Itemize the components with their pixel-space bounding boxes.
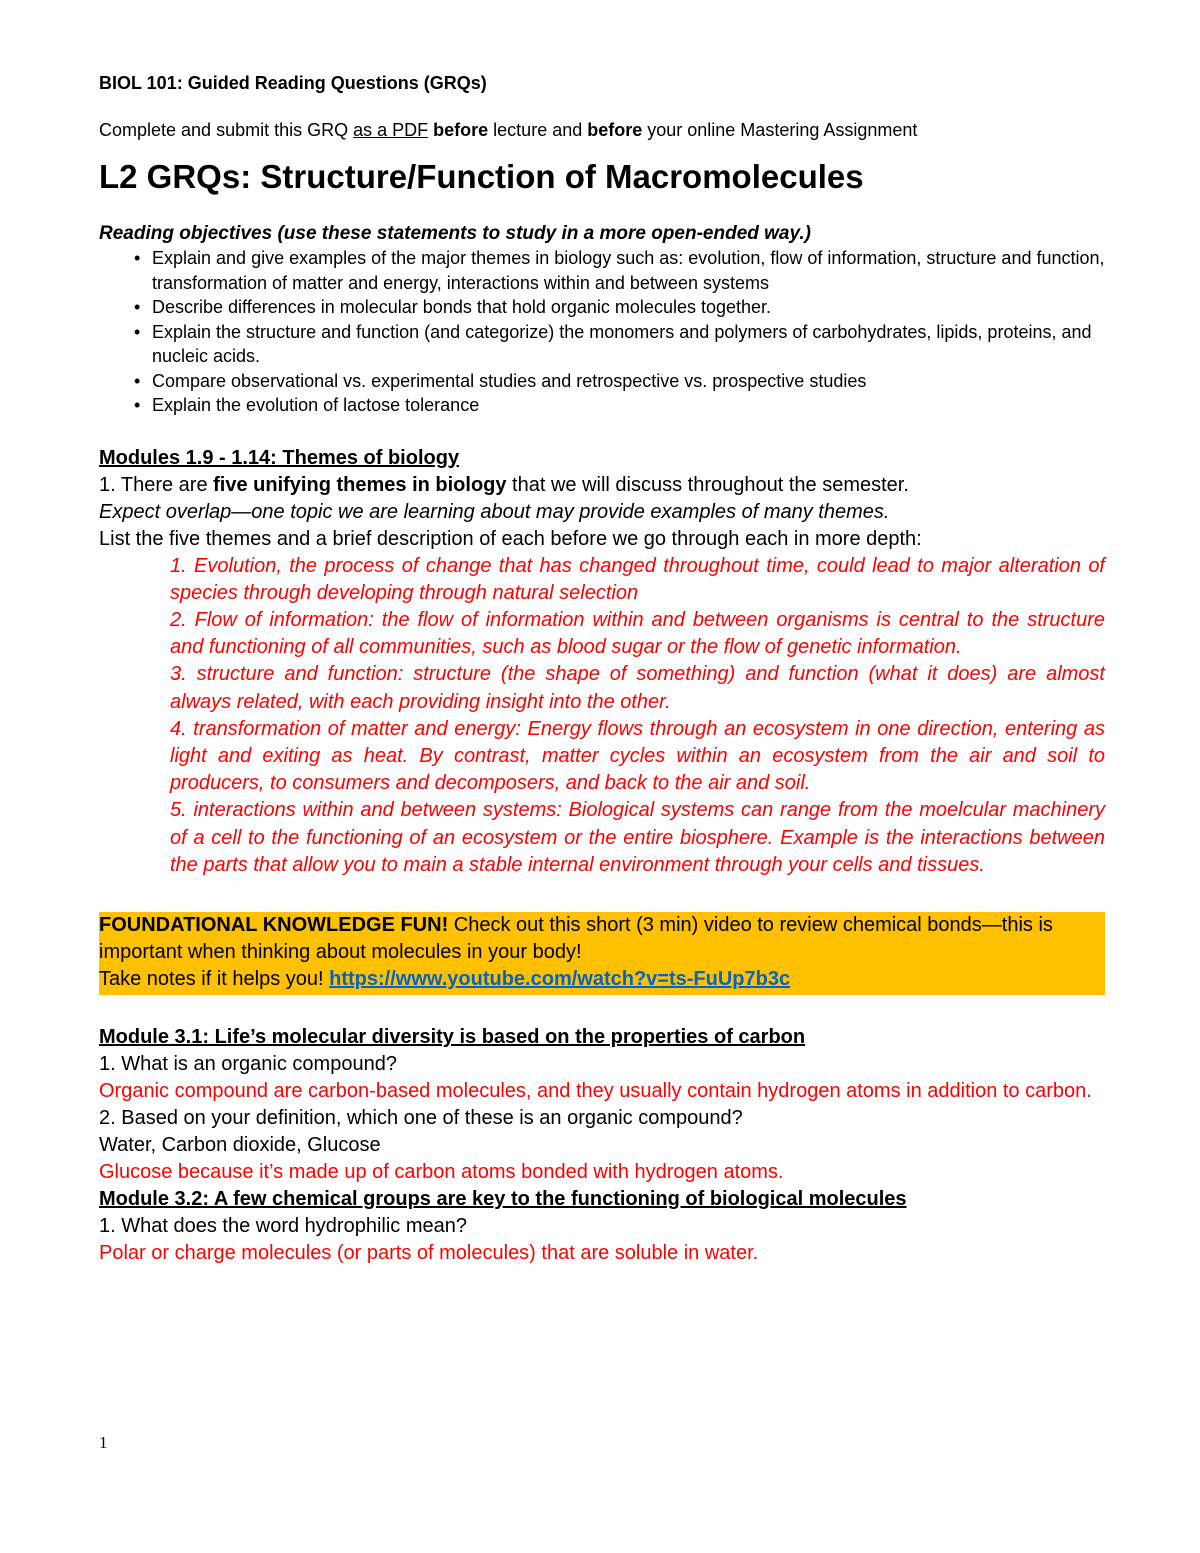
callout-notes xyxy=(99,966,1105,993)
module-3-1-question-1: 1. What is an organic compound? xyxy=(99,1052,397,1075)
instr-before-1: before xyxy=(433,120,489,140)
instr-part4: your online Mastering Assignment xyxy=(642,120,918,140)
page-title: L2 GRQs: Structure/Function of Macromolecules xyxy=(99,158,864,195)
callout-notes-text: Take notes if it helps you! xyxy=(99,967,330,990)
callout-text xyxy=(99,912,1105,966)
youtube-link[interactable]: https://www.youtube.com/watch?v=ts-FuUp7b3c xyxy=(329,967,791,990)
instr-part1: Complete and submit this GRQ xyxy=(99,120,354,140)
module-3-2-heading: Module 3.2: A few chemical groups are key to the functioning of biological molecules xyxy=(99,1187,907,1210)
theme-answer: 4. transformation of matter and energy: Energy flows through an ecosystem in one direction, entering as light and exiting as heat. By contrast, matter cycles within an ecosystem from the air and soil to producers, to consumers and decomposers, and back to the air and soil. xyxy=(170,717,1105,795)
document-page xyxy=(99,68,1105,1267)
module-3-1-options: Water, Carbon dioxide, Glucose xyxy=(99,1133,381,1156)
objective-item: • Explain and give examples of the major themes in biology such as: evolution, flow of information, structure and function, transformation of matter and energy, interactions within and between systems xyxy=(152,246,1105,295)
module-3-2-question-1: 1. What does the word hydrophilic mean? xyxy=(99,1214,467,1237)
module-1-note: Expect overlap—one topic we are learning about may provide examples of many themes. xyxy=(99,500,890,523)
course-header: BIOL 101: Guided Reading Questions (GRQs) xyxy=(99,73,487,93)
module-1-heading: Modules 1.9 - 1.14: Themes of biology xyxy=(99,446,460,469)
module-3-1-heading: Module 3.1: Life’s molecular diversity is based on the properties of carbon xyxy=(99,1025,806,1048)
module-3-1-answer-2: Glucose because it’s made up of carbon atoms bonded with hydrogen atoms. xyxy=(99,1160,784,1183)
submission-instructions xyxy=(99,118,1105,142)
foundational-knowledge-callout xyxy=(99,912,1105,995)
module-3-1-answer-1: Organic compound are carbon-based molecules, and they usually contain hydrogen atoms in addition to carbon. xyxy=(99,1079,1092,1102)
module-1-question-1 xyxy=(99,472,1105,499)
callout-body: Check out this short (3 min) video to review chemical bonds—this is important when thinking about molecules in your body! xyxy=(99,913,1053,963)
page-number: 1 xyxy=(99,1433,108,1452)
objective-item: • Explain the structure and function (and categorize) the monomers and polymers of carbohydrates, lipids, proteins, and nucleic acids. xyxy=(152,320,1105,369)
theme-answer: 5. interactions within and between systems: Biological systems can range from the moelcular machinery of a cell to the functioning of an ecosystem or the entire biosphere. Example is the interactions between the parts that allow you to main a stable internal environment through your cells and tissues. xyxy=(170,799,1105,876)
theme-answer: 2. Flow of information: the flow of information within and between organisms is central to the structure and functioning of all communities, such as blood sugar or the flow of genetic information. xyxy=(170,608,1105,659)
theme-answer: 3. structure and function: structure (the shape of something) and function (what it does) are almost always related, with each providing insight into the other. xyxy=(170,663,1105,713)
objectives-heading: Reading objectives (use these statements to study in a more open-ended way.) xyxy=(99,223,811,244)
instr-before-2: before xyxy=(587,120,643,140)
objectives-list xyxy=(99,246,1105,418)
module-3-2-answer-1: Polar or charge molecules (or parts of molecules) that are soluble in water. xyxy=(99,1241,759,1264)
module-3-1-question-2: 2. Based on your definition, which one of these is an organic compound? xyxy=(99,1106,743,1129)
objective-item: • Compare observational vs. experimental studies and retrospective vs. prospective studies xyxy=(152,369,1105,394)
objective-item: • Explain the evolution of lactose tolerance xyxy=(152,393,1105,418)
q1-post: that we will discuss throughout the semester. xyxy=(506,473,909,496)
q1-pre: 1. There are xyxy=(99,473,214,496)
q1-bold: five unifying themes in biology xyxy=(213,473,507,496)
module-1-instruction: List the five themes and a brief description of each before we go through each in more depth: xyxy=(99,527,922,550)
instr-pdf: as a PDF xyxy=(353,120,429,140)
instr-part3: lecture and xyxy=(488,120,588,140)
theme-answer: 1. Evolution, the process of change that has changed throughout time, could lead to major alteration of species through developing through natural selection xyxy=(170,554,1105,604)
themes-answers xyxy=(170,553,1105,879)
callout-bold: FOUNDATIONAL KNOWLEDGE FUN! xyxy=(99,913,449,936)
objective-item: • Describe differences in molecular bonds that hold organic molecules together. xyxy=(152,295,1105,320)
